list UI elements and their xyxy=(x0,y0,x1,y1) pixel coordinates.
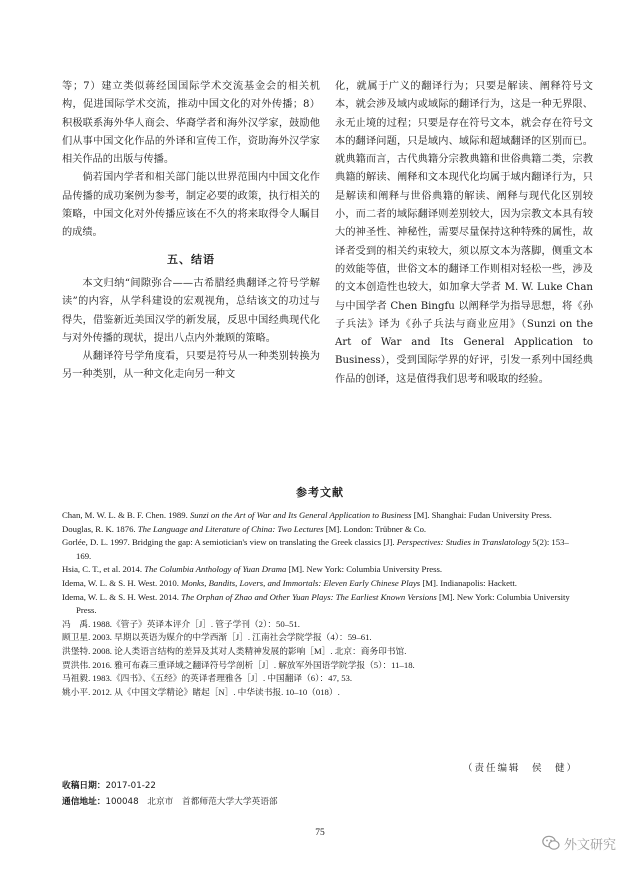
reference-item xyxy=(62,672,580,686)
reference-text: 顾卫星. 2003. 早期以英语为媒介的中学西渐［J］. 江南社会学院学报（4）：59–61. xyxy=(62,632,372,643)
reference-text: [M]. New York: Columbia University Press. xyxy=(76,591,570,616)
reference-item xyxy=(62,577,580,591)
reference-text: 姚小平. 2012. 从《中国文学精论》睹起［N］. 中华读书报. 10–10（018）. xyxy=(62,686,340,697)
received-value: 2017-01-22 xyxy=(105,781,156,791)
reference-item xyxy=(62,645,580,659)
references-list xyxy=(62,509,580,699)
reference-item xyxy=(62,618,580,632)
page-number: 75 xyxy=(315,828,325,838)
reference-title: The Language and Literature of China: Two Lectures xyxy=(137,523,324,534)
reference-text: Chan, M. W. L. & B. F. Chen. 1989. xyxy=(62,510,190,520)
paragraph: 倘若国内学者和相关部门能以世界范围内中国文化作品传播的成功案例为参考，制定必要的政策，执行相关的策略，中国文化对外传播应该在不久的将来取得令人瞩目的成绩。 xyxy=(62,172,320,239)
reference-text: 冯 禹. 1988.《管子》英译本评介［J］. 管子学刊（2）：50–51. xyxy=(62,618,300,629)
reference-title: Monks, Bandits, Lovers, and Immortals: Eleven Early Chinese Plays xyxy=(181,577,421,588)
watermark-text: 外文研究 xyxy=(563,837,616,853)
reference-title: Sunzi on the Art of War and Its General Application to Business xyxy=(189,510,412,520)
paragraph: 化，就属于广义的翻译行为；只要是解读、阐释符号文本，就会涉及域内或域际的翻译行为，这是一种无界限、永无止境的过程；只要是存在符号文本，就会存在符号文本的翻译问题，只是域内、域际和超域翻译的区别而已。就典籍而言，古代典籍分宗教典籍和世俗典籍二类，宗教典籍的解读、阐释和文本现代化均属于域内翻译行为，只是解读和阐释与世俗典籍的解读、阐释与现代化区别较小，而二者的域际翻译则差别较大，因为宗教文本具有较大的神圣性、神秘性，需要尽量保持这种特殊的属性，故译者受到的相关约束较大，须以原文本为落脚，侧重文本的效能等值，世俗文本的翻译工作则相对轻松一些，涉及的文本创造性也较大，如加拿大学者 M. W. Luke Chan 与中国学者 Chen Bingfu 以阐释学为指导思想，将《孙子兵法》译为《孙子兵法与商业应用》（Sunzi on the Art of War and Its General Application to Business），受到国际学界的好评，引发一系列中国经典作品的创译，这是值得我们思考和吸取的经验。 xyxy=(335,81,593,385)
reference-title: Perspectives: Studies in Translatology xyxy=(396,537,531,548)
mailing-address xyxy=(62,795,278,807)
reference-item xyxy=(62,659,580,673)
address-value: 100048 北京市 首都师范大学大学英语部 xyxy=(105,797,278,807)
reference-item xyxy=(62,509,580,523)
received-label: 收稿日期： xyxy=(62,781,106,791)
reference-item xyxy=(62,536,580,563)
reference-text: Gorlée, D. L. 1997. Bridging the gap: A semiotician's view on translating the Greek classics [J]. xyxy=(62,537,397,548)
references-title: 参考文献 xyxy=(296,486,344,499)
paragraph: 从翻译符号学角度看，只要是符号从一种类别转换为另一种类别，从一种文化走向另一种文 xyxy=(62,351,320,381)
reference-text: Hsia, C. T., et al. 2014. xyxy=(62,564,145,575)
paragraph: 等；7）建立类似蒋经国国际学术交流基金会的相关机构，促进国际学术交流，推动中国文化的对外传播；8）积极联系海外华人商会、华裔学者和海外汉学家，鼓励他们从事中国文化作品的外译和宣传工作，资助海外汉学家相关作品的出版与传播。 xyxy=(62,81,320,166)
reference-item xyxy=(62,591,580,618)
section-heading: 五、结语 xyxy=(167,252,215,266)
watermark xyxy=(542,834,616,852)
reference-text: [M]. Shanghai: Fudan University Press. xyxy=(411,510,552,520)
reference-text: [M]. New York: Columbia University Press. xyxy=(286,564,443,575)
reference-text: [M]. Indianapolis: Hackett. xyxy=(420,577,517,588)
right-column xyxy=(335,78,593,389)
reference-item xyxy=(62,523,580,537)
paragraph: 本文归纳“间隙弥合——古希腊经典翻译之符号学解读”的内容，从学科建设的宏观视角，总结该文的功过与得失，借鉴新近美国汉学的新发展，反思中国经典现代化与对外传播的现状，提出八点内外兼顾的策略。 xyxy=(62,277,320,344)
editor-note: （责任编辑 侯 健） xyxy=(462,763,578,774)
reference-text: Idema, W. L. & S. H. West. 2010. xyxy=(62,577,182,588)
reference-title: The Orphan of Zhao and Other Yuan Plays: The Earliest Known Versions xyxy=(181,591,437,602)
reference-text: 贾洪伟. 2016. 雅可布森三重译域之翻译符号学剖析［J］. 解放军外国语学院学报（5）：11–18. xyxy=(62,659,415,670)
reference-text: Douglas, R. K. 1876. xyxy=(62,523,138,534)
reference-text: Idema, W. L. & S. H. West. 2014. xyxy=(62,591,182,602)
reference-text: 马祖毅. 1983.《四书》、《五经》的英译者理雅各［J］. 中国翻译（6）：47, 53. xyxy=(62,673,353,684)
received-date xyxy=(62,779,156,791)
reference-text: 洪堡特. 2008. 论人类语言结构的差异及其对人类精神发展的影响［M］. 北京：商务印书馆. xyxy=(62,645,407,656)
wechat-icon xyxy=(542,835,560,851)
reference-item xyxy=(62,563,580,577)
reference-title: The Columbia Anthology of Yuan Drama xyxy=(144,564,287,575)
reference-text: 5(2): 153–169. xyxy=(76,537,569,561)
address-label: 通信地址： xyxy=(62,797,106,807)
reference-item xyxy=(62,631,580,645)
left-column xyxy=(62,78,320,385)
reference-text: [M]. London: Trübner & Co. xyxy=(323,523,427,534)
reference-item xyxy=(62,686,580,700)
